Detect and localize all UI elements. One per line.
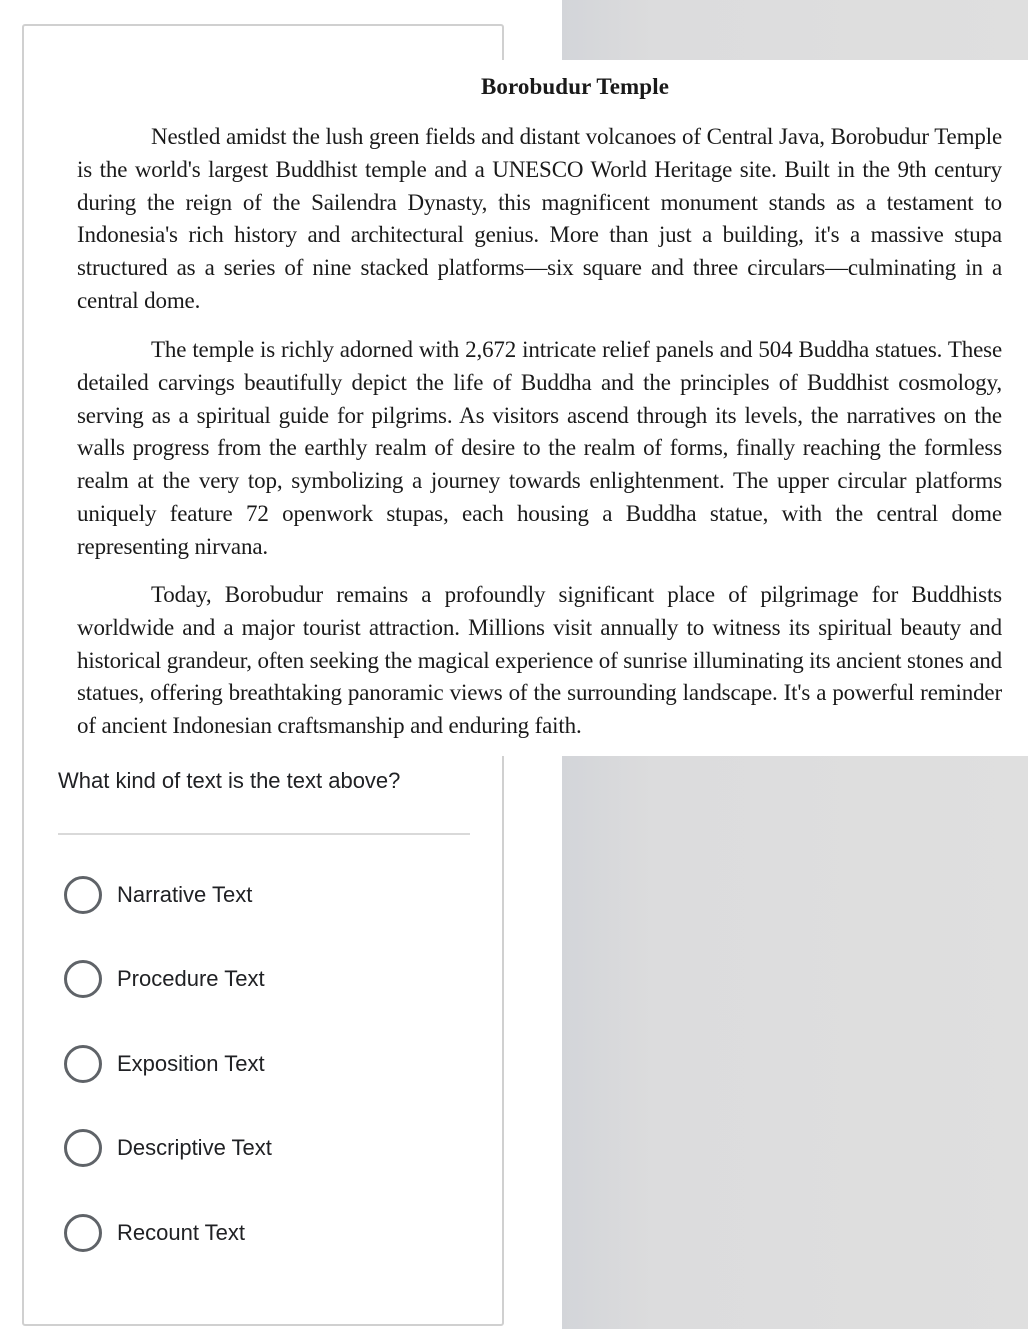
radio-button-icon[interactable] <box>64 876 102 914</box>
passage-paragraph-1: Nestled amidst the lush green fields and distant volcanoes of Central Java, Borobudur Temple is the world's largest Buddhist temple and a UNESCO World Heritage site. Built in the 9th century during the reign of the Sailendra Dynasty, this magnificent monument stands as a testament to Indonesia's rich history and architectural genius. More than just a building, it's a massive stupa structured as a series of nine stacked platforms—six square and three circulars—culminating in a central dome. <box>77 124 1002 313</box>
radio-button-icon[interactable] <box>64 1045 102 1083</box>
option-label: Exposition Text <box>117 1051 265 1076</box>
radio-button-icon[interactable] <box>64 960 102 998</box>
passage-title: Borobudur Temple <box>480 74 669 99</box>
option-descriptive-text[interactable] <box>64 1128 464 1168</box>
option-narrative-text[interactable] <box>64 875 464 915</box>
passage-paragraph-2: The temple is richly adorned with 2,672 intricate relief panels and 504 Buddha statues. These detailed carvings beautifully depict the life of Buddha and the principles of Buddhist cosmology, serving as a spiritual guide for pilgrims. As visitors ascend through its levels, the narratives on the walls progress from the earthly realm of desire to the realm of forms, finally reaching the formless realm at the very top, symbolizing a journey towards enlightenment. The upper circular platforms uniquely feature 72 openwork stupas, each housing a Buddha statue, with the central dome representing nirvana. <box>77 337 1002 559</box>
option-label: Descriptive Text <box>117 1135 272 1160</box>
passage-image <box>60 60 1028 756</box>
option-label: Recount Text <box>117 1220 246 1245</box>
option-procedure-text[interactable] <box>64 959 464 999</box>
radio-button-icon[interactable] <box>64 1129 102 1167</box>
option-exposition-text[interactable] <box>64 1044 464 1084</box>
option-recount-text[interactable] <box>64 1213 464 1253</box>
option-label: Narrative Text <box>117 882 253 907</box>
passage-paragraph-3: Today, Borobudur remains a profoundly significant place of pilgrimage for Buddhists worldwide and a major tourist attraction. Millions visit annually to witness its spiritual beauty and historical grandeur, often seeking the magical experience of sunrise illuminating its ancient stones and statues, offering breathtaking panoramic views of the surrounding landscape. It's a powerful reminder of ancient Indonesian craftsmanship and enduring faith. <box>77 582 1002 739</box>
divider <box>58 833 470 835</box>
option-label: Procedure Text <box>117 966 265 991</box>
question-text: What kind of text is the text above? <box>58 768 401 793</box>
radio-button-icon[interactable] <box>64 1214 102 1252</box>
